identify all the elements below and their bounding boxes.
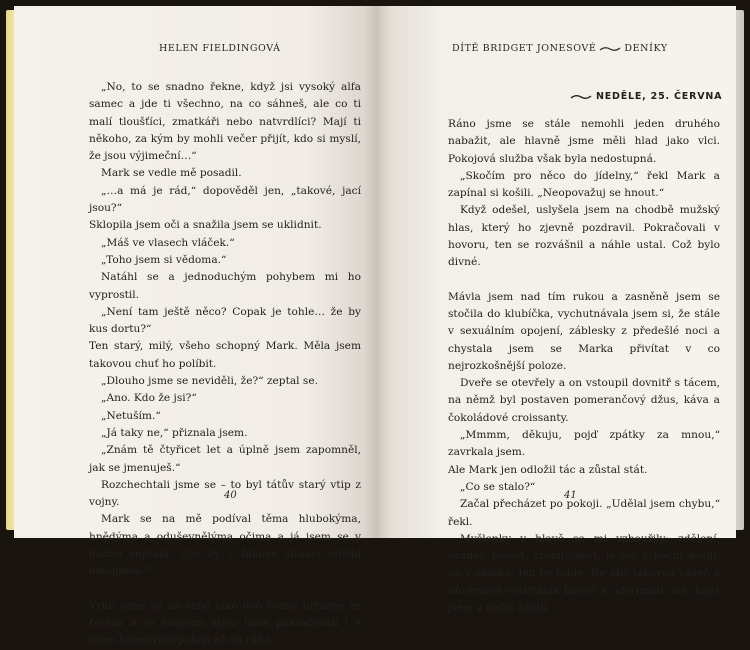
- paragraph: „Skočím pro něco do jídelny,“ řekl Mark a zapínal si košili. „Neopovažuj se hnout.“: [448, 169, 720, 200]
- paragraph: „…a má je rád,“ dopověděl jen, „takové, jací jsou?“: [89, 184, 361, 215]
- paragraph: „Ano. Kdo že jsi?“: [101, 392, 197, 405]
- paragraph: Začal přecházet po pokoji. „Udělal jsem chybu,“ řekl.: [448, 498, 720, 528]
- left-body-text: [89, 79, 361, 650]
- paragraph: Rozchechtali jsme se – to byl tátův starý vtip z vojny.: [89, 478, 361, 509]
- right-running-head: [452, 43, 668, 54]
- left-running-head: HELEN FIELDINGOVÁ: [159, 43, 281, 54]
- paragraph: Když odešel, uslyšela jsem na chodbě mužský hlas, který ho zjevně pozdravil. Pokračovali v hovoru, ten se rozvášnil a náhle ustal. Což bylo divné.: [448, 204, 720, 269]
- paragraph: Ráno jsme se stále nemohli jeden druhého nabažit, ale hlavně jsme měli hlad jako vlci. Pokojová služba však byla nedostupná.: [448, 118, 720, 165]
- paragraph: „Znám tě čtyřicet let a úplně jsem zapomněl, jak se jmenuješ.“: [89, 444, 361, 474]
- paragraph: Vrhli jsme se na sebe jako dvě šelmy utržené ze řetězu a ve stejném stylu jsme pokračovali i v mém hotelovém pokoji až do rána.: [89, 599, 361, 647]
- paragraph: „Dlouho jsme se neviděli, že?“ zeptal se.: [101, 375, 318, 388]
- paragraph: „Já taky ne,“ přiznala jsem.: [101, 426, 248, 439]
- date-heading-text: NEDĚLE, 25. ČERVNA: [596, 91, 723, 102]
- paragraph: Mark se na mě podíval těma hlubokýma, hnědýma a oduševnělýma očima a já jsem se v duchu zeptala: „Co by v takové situaci udělal dalajlama?“: [89, 513, 361, 578]
- paragraph: „Není tam ještě něco? Copak je tohle… že by kus dortu?“: [89, 305, 361, 336]
- left-page-number: 40: [224, 490, 237, 501]
- paragraph: Natáhl se a jednoduchým pohybem mi ho vyprostil.: [89, 271, 361, 301]
- running-head-section: DENÍKY: [624, 43, 668, 54]
- right-page-number: 41: [564, 490, 577, 501]
- wave-ornament-icon: [570, 93, 592, 101]
- paragraph: „Mmmm, děkuju, pojď zpátky za mnou,“ zavrkala jsem.: [448, 429, 720, 459]
- paragraph: „Co se stalo?“: [460, 480, 536, 493]
- running-head-title: DÍTĚ BRIDGET JONESOVÉ: [452, 43, 597, 54]
- paragraph: Sklopila jsem oči a snažila jsem se uklidnit.: [89, 219, 322, 232]
- open-book: [6, 6, 744, 647]
- paragraph: „Máš ve vlasech vláček.“: [101, 236, 235, 249]
- paragraph: Mávla jsem nad tím rukou a zasněně jsem se stočila do klubíčka, vychutnávala jsem si, že stále v sexuálním opojení, záblesky z předešlé noci a chystala jsem se Marka přivítat v co nejrozkošnější poloze.: [448, 290, 720, 372]
- left-page: [14, 6, 378, 647]
- paragraph: „Toho jsem si vědoma.“: [101, 253, 227, 266]
- right-page: [378, 6, 736, 615]
- paragraph: Ten starý, milý, všeho schopný Mark. Měla jsem takovou chuť ho políbit.: [89, 340, 361, 370]
- right-body-text: [448, 116, 720, 617]
- paragraph: Dveře se otevřely a on vstoupil dovnitř s tácem, na němž byl postaven pomerančový džus, káva a čokoládové croissanty.: [448, 377, 720, 424]
- paragraph: Mark se vedle mě posadil.: [101, 167, 242, 180]
- paragraph: Ale Mark jen odložil tác a zůstal stát.: [448, 463, 648, 476]
- wave-ornament-icon: [599, 45, 621, 53]
- diary-date-heading: [570, 91, 722, 102]
- paragraph: „No, to se snadno řekne, když jsi vysoký alfa samec a jde ti všechno, na co sáhneš, ale co ti malí tloušťíci, zmatkáři nebo natvrdlíci? Mají ti někoho, za kým by mohli večer přijít, kdo si myslí, že jsou výjimeční…“: [89, 81, 361, 163]
- paragraph: „Netuším.“: [101, 409, 161, 422]
- paragraph: Myšlenky v hlavě se mi vzbouřily: zdělení, nezdar, bolest, zranitelnost, já jen v noční košili, on v obleku. Jen ne tohle. Ne aby takovou vášeň a důvěrnost vystřídala bolest a odvrhnutí. Ne, když jsem v noční košili.: [448, 532, 720, 615]
